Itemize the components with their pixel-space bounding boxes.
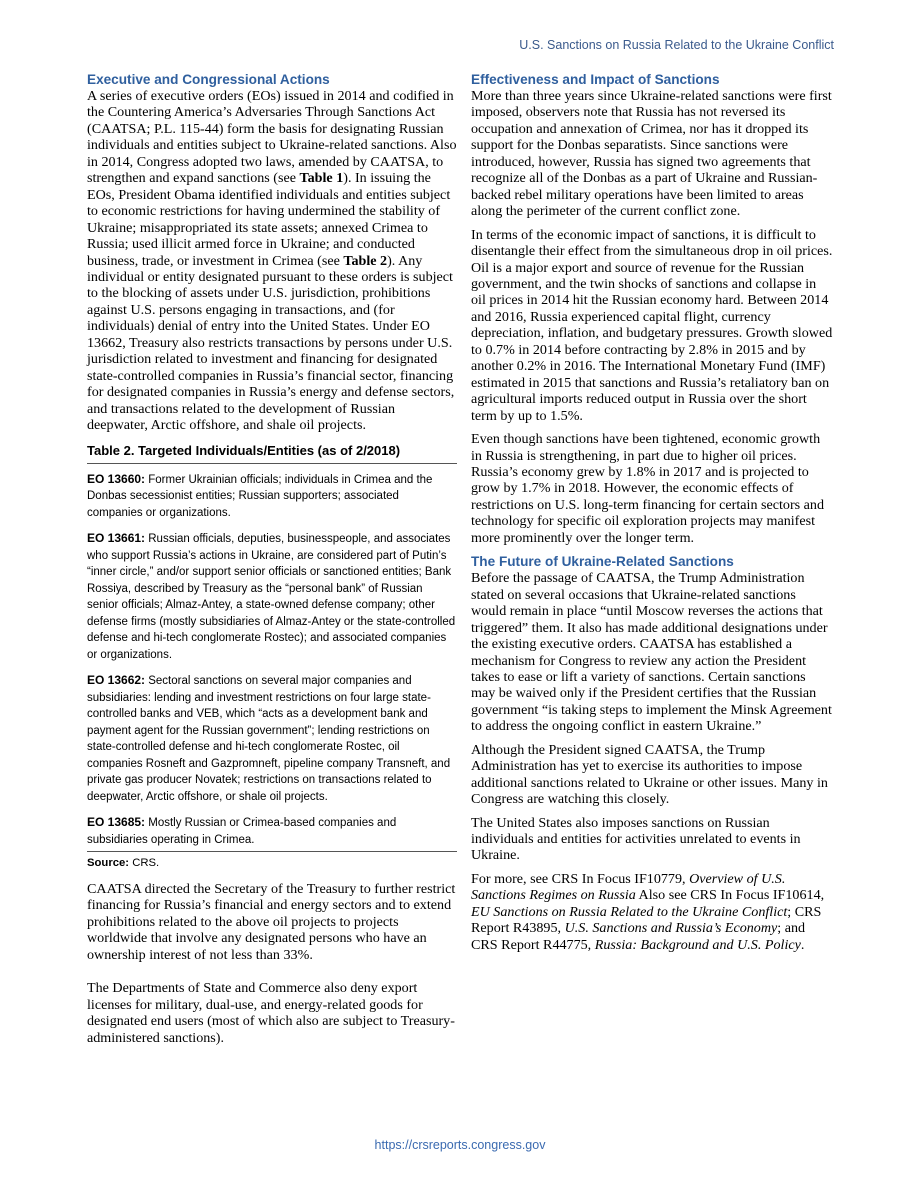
eo-description: Russian officials, deputies, businesspeople, and associates who support Russia’s actions in Ukraine, are considered part of Putin’s “inner circle,” and/or support senior officials or sanctioned entities; Bank Rossiya, described by Treasury as the “personal bank” of Russian senior officials; Almaz-Antey, a state-owned defense company; other defense firms (mostly subsidiaries of Almaz-Antey or the state-controlled defense and hi-tech conglomerate Rostec); and associated companies or organizations. [87, 533, 456, 661]
paragraph-effectiveness-1: More than three years since Ukraine-related sanctions were first imposed, observers note that Russia has not reversed its occupation and annexation of Crimea, nor has it dropped its support for the Donbas separatists. Since sanctions were introduced, however, Russia has signed two agreements that recognize all of the Donbas as a part of Ukraine and Russian-backed rebel military operations have been limited to areas along the perimeter of the current conflict zone. [471, 88, 832, 220]
paragraph-future-2: Although the President signed CAATSA, the Trump Administration has yet to exercise its authorities to impose additional sanctions related to Ukraine or other issues. Many in Congress are watching this closely. [471, 741, 828, 808]
text-run: ; CRS Report R43895, [471, 903, 822, 937]
source-label: Source: [87, 857, 130, 870]
section-heading-effectiveness: Effectiveness and Impact of Sanctions [471, 72, 720, 87]
paragraph-caatsa-financing: CAATSA directed the Secretary of the Treasury to further restrict financing for Russia’s financial and energy sectors and to extend prohibitions related to the above oil projects to projects worldwide that involve any designated persons who have an ownership interest of not less than 33%. [87, 881, 456, 963]
source-text: CRS. [129, 857, 160, 870]
table-title: Table 2. Targeted Individuals/Entities (as of 2/2018) [87, 442, 457, 464]
text-run: Also see CRS In Focus IF10614, [635, 887, 825, 904]
text-run: For more, see CRS In Focus IF10779, [471, 870, 690, 887]
section-heading-future: The Future of Ukraine-Related Sanctions [471, 554, 734, 570]
table-row [87, 665, 457, 807]
eo-code: EO 13660: [87, 471, 146, 486]
report-title: Russia: Background and U.S. Policy [594, 936, 801, 953]
eo-description: Mostly Russian or Crimea-based companies and subsidiaries operating in Crimea. [87, 817, 397, 846]
report-title: EU Sanctions on Russia Related to the Ukraine Conflict [471, 903, 788, 920]
targeted-entities-table [87, 464, 457, 853]
paragraph-executive-actions [87, 88, 457, 434]
table-row [87, 807, 457, 851]
report-title: Overview of U.S. Sanctions Regimes on Russia [471, 870, 786, 904]
page-header: U.S. Sanctions on Russia Related to the Ukraine Conflict [519, 38, 834, 52]
text-run: A series of executive orders (EOs) issued in 2014 and codified in the Countering America’s Adversaries Through Sanctions Act (CAATSA; P.L. 115-44) form the basis for designating Russian individuals and entities subject to Ukraine-related sanctions. Also in 2014, Congress adopted two laws, amended by CAATSA, to strengthen and expand sanctions (see [87, 88, 457, 187]
paragraph-effectiveness-3: Even though sanctions have been tightened, economic growth in Russia is strengthening, in part due to higher oil prices. Russia’s economy grew by 1.8% in 2017 and is projected to grow by 1.7% in 2018. However, the economic effects of restrictions on U.S. long-term financing for certain sectors and technology for specific oil exploration projects may manifest more prominently over the longer term. [471, 431, 825, 546]
eo-code: EO 13685: [87, 815, 146, 830]
text-run: . [800, 936, 805, 953]
paragraph-future-3: The United States also imposes sanctions on Russian individuals and entities for activities unrelated to events in Ukraine. [471, 814, 801, 864]
footer-url-link[interactable]: https://crsreports.congress.gov [374, 1138, 546, 1152]
right-column [471, 72, 833, 960]
table-row [87, 464, 457, 524]
left-column [87, 72, 457, 1053]
text-run: ). In issuing the EOs, President Obama identified individuals and entities subject to economic restrictions for having undermined the stability of Ukraine; misappropriated its state assets; annexed Crimea to Russia; used illicit armed force in Ukraine; and conducted business, trade, or investment in Crimea (see [87, 170, 451, 269]
eo-code: EO 13662: [87, 673, 146, 688]
report-title: U.S. Sanctions and Russia’s Economy [564, 920, 778, 937]
text-run: ). Any individual or entity designated pursuant to these orders is subject to the blocking of assets under U.S. jurisdiction, prohibitions against U.S. persons engaging in transactions, and (for individuals) denial of entry into the United States. Under EO 13662, Treasury also restricts transactions by persons under U.S. jurisdiction related to investment and financing for designated state-controlled companies in Russia’s financial sector, financing for designated companies in Russia’s energy and defense sectors, and transactions related to the development of Russian deepwater, Arctic offshore, and shale oil projects. [87, 252, 455, 434]
paragraph-further-reading [471, 871, 833, 953]
eo-code: EO 13661: [87, 531, 146, 546]
paragraph-export-licenses: The Departments of State and Commerce also deny export licenses for military, dual-use, and energy-related goods for designated end users (most of which also are subject to Treasury-administered sanctions). [87, 980, 455, 1046]
paragraph-effectiveness-2: In terms of the economic impact of sanctions, it is difficult to disentangle their effect from the simultaneous drop in oil prices. Oil is a major export and source of revenue for the Russian government, and the twin shocks of sanctions and collapse in oil prices in 2014 hit the Russian economy hard. Between 2014 and 2016, Russia experienced capital flight, currency depreciation, inflation, and budgetary pressures. Growth slowed to 0.7% in 2014 before contracting by 2.8% in 2015 and by another 0.2% in 2016. The International Monetary Fund (IMF) estimated in 2015 that sanctions and Russia’s retaliatory ban on agricultural imports reduced output in Russia over the short term by up to 1.5%. [471, 226, 833, 424]
table-row [87, 523, 457, 665]
table2-reference: Table 2 [343, 252, 388, 269]
section-heading-executive-actions: Executive and Congressional Actions [87, 72, 330, 87]
table1-reference: Table 1 [299, 170, 344, 187]
eo-description: Former Ukrainian officials; individuals in Crimea and the Donbas secessionist entities; Russian supporters; associated companies or organizations. [87, 473, 433, 519]
text-run: ; and CRS Report R44775, [471, 920, 806, 953]
table-source [87, 857, 457, 869]
eo-description: Sectoral sanctions on several major companies and subsidiaries: lending and investment restrictions on four large state-controlled banks and VEB, which “acts as a development bank and payment agent for the Russian government”; lending restrictions on state-controlled defense and hi-tech conglomerate Rostec, oil companies Rosneft and Gazpromneft, pipeline company Transneft, and private gas producer Novatek; restrictions on transactions related to deepwater, Arctic offshore, or shale oil projects. [87, 675, 451, 803]
paragraph-future-1: Before the passage of CAATSA, the Trump Administration stated on several occasions that Ukraine-related sanctions would remain in place “until Moscow reverses the actions that triggered” them. It also has made additional designations under the existing executive orders. CAATSA has established a mechanism for Congress to review any action the President takes to ease or lift a variety of sanctions. Certain sanctions may be waived only if the President certifies that the Russian government “is taking steps to implement the Minsk Agreement to address the ongoing conflict in eastern Ukraine.” [471, 570, 832, 735]
